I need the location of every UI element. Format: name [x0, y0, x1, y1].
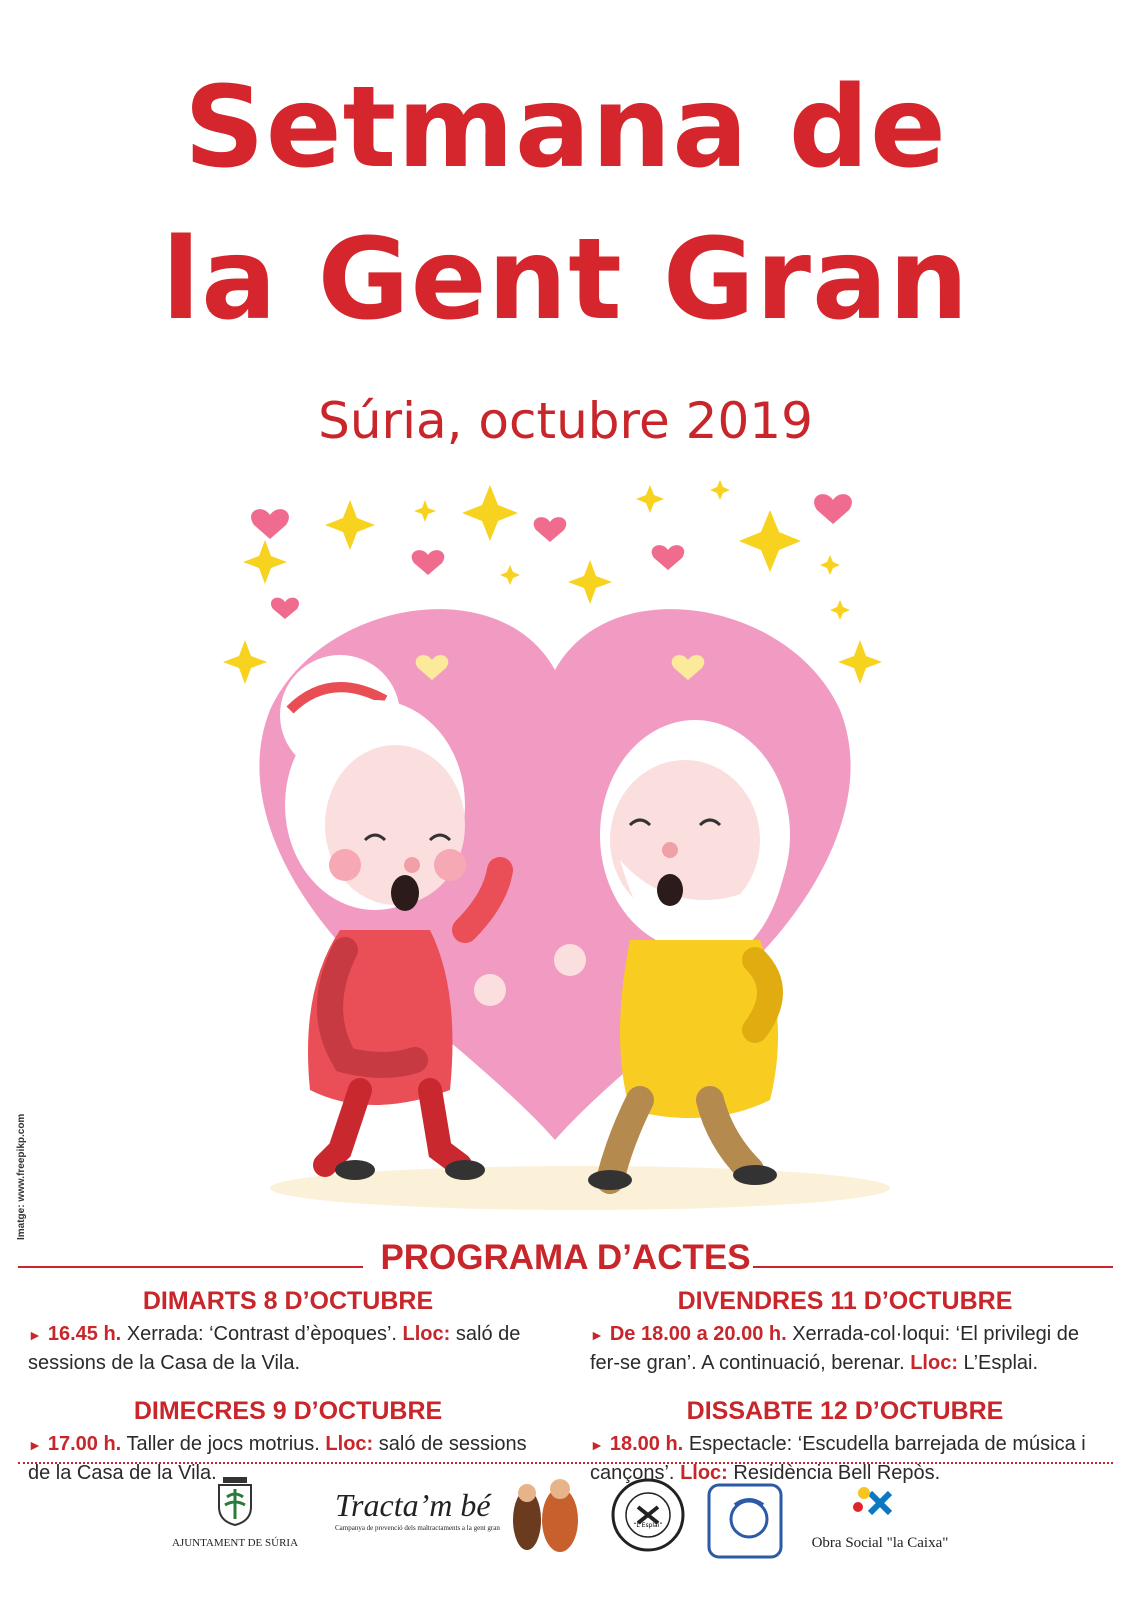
event-detail: ► 16.45 h. Xerrada: ‘Contrast d’èpoques’. Lloc: saló de sessions de la Casa de la Vila. [28, 1323, 521, 1374]
star-logo-icon [850, 1483, 910, 1527]
poster-title-line1: Setmana de [184, 63, 947, 193]
arrow-icon: ► [28, 1327, 42, 1343]
programa-header [18, 1238, 1113, 1278]
event-detail: ► 18.00 h. Espectacle: ‘Escudella barrejada de música i cançons’. Lloc: Residència Bell Repòs. [590, 1433, 1086, 1484]
arrow-icon: ► [590, 1437, 604, 1453]
footer-divider [18, 1462, 1113, 1464]
event-day: DIMECRES 9 D’OCTUBRE [133, 1397, 443, 1425]
programa-title: PROGRAMA D’ACTES [380, 1238, 751, 1277]
tractambe-logo: Tracta’m bé Campanya de prevenció dels maltractaments a la gent gran [335, 1487, 595, 1532]
arrow-icon: ► [28, 1437, 42, 1453]
event-column-right [590, 1287, 1100, 1487]
bellrepos-logo [705, 1475, 790, 1565]
event-day: DIVENDRES 11 D’OCTUBRE [677, 1287, 1013, 1315]
event-day: DIMARTS 8 D’OCTUBRE [142, 1287, 434, 1315]
sponsor-logos [0, 1475, 1131, 1595]
coat-of-arms-icon [215, 1475, 255, 1527]
poster-title-line2: la Gent Gran [161, 215, 970, 345]
image-credit: Imatge: www.freepikp.com [16, 1113, 27, 1240]
svg-text:“L’Esplai”: “L’Esplai” [633, 1522, 663, 1529]
poster-subtitle: Súria, octubre 2019 [318, 392, 813, 450]
ajuntament-logo: AJUNTAMENT DE SÚRIA [160, 1475, 310, 1549]
event-detail: ► De 18.00 a 20.00 h. Xerrada-col·loqui: ‘El privilegi de fer-se gran’. A continuació, berenar. Lloc: L’Esplai. [590, 1323, 1080, 1374]
small-hearts [251, 494, 852, 619]
event-column-left [28, 1287, 548, 1487]
lacaixa-logo: Obra Social "la Caixa" [800, 1483, 960, 1552]
residence-icon [705, 1475, 785, 1561]
arrow-icon: ► [590, 1327, 604, 1343]
event-detail: ► 17.00 h. Taller de jocs motrius. Lloc: saló de sessions de la Casa de la Vila. [28, 1433, 527, 1484]
stamp-icon [610, 1477, 686, 1553]
event-day: DISSABTE 12 D’OCTUBRE [686, 1397, 1004, 1425]
puppets-icon [505, 1475, 585, 1555]
elderly-couple-illustration [200, 480, 920, 1220]
associacio-logo [610, 1477, 690, 1557]
